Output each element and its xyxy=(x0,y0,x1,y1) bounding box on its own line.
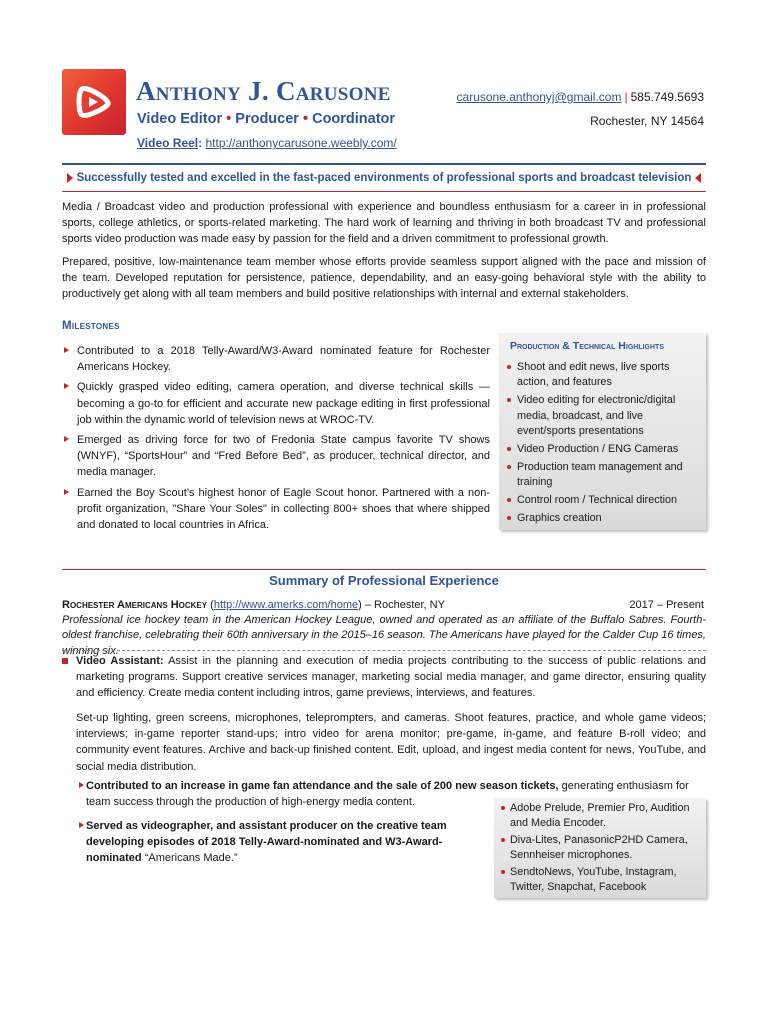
company-link[interactable]: http://www.amerks.com/home xyxy=(213,599,359,611)
summary-paragraph-1: Media / Broadcast video and production professional with experience and boundless enthusiasm for a career in in professional sports, college athletics, or sports-related marketing. The hard work of learning and thriving in both broadcast TV and professional sports video production was made easy by passion for the field and a driven commitment to professional growth. xyxy=(62,201,706,246)
list-item: Video editing for electronic/digital media, broadcast, and live event/sports presentations xyxy=(507,393,699,439)
list-item: Video Production / ENG Cameras xyxy=(507,442,699,457)
candidate-name: Anthony J. Carusone xyxy=(136,76,391,106)
tools-list xyxy=(501,801,701,897)
list-item: Emerged as driving force for two of Fredonia State campus favorite TV shows (WNYF), “SportsHour” and “Fred Before Bed”, as producer, technical director, and media manager. xyxy=(62,432,490,481)
arrow-bullet-icon xyxy=(64,383,69,389)
tools-box xyxy=(494,798,706,898)
video-reel-label: Video Reel xyxy=(137,136,199,150)
contact-info xyxy=(457,89,704,105)
play-logo-icon xyxy=(62,69,126,135)
role-1: Video Editor xyxy=(137,111,223,127)
highlights-box xyxy=(499,333,706,530)
dot-bullet-icon xyxy=(507,365,511,369)
square-bullet-icon xyxy=(62,658,68,664)
video-reel: Video Reel: http://anthonycarusone.weebly.com/ xyxy=(137,136,397,150)
experience-heading: Summary of Professional Experience xyxy=(269,573,499,588)
company-location: Rochester, NY xyxy=(374,599,445,611)
tagline xyxy=(62,171,706,186)
achievement-2: Served as videographer, and assistant producer on the creative team developing episodes of 2018 Telly-Award-nominated and W3-Award-nominated “Americans Made.” xyxy=(76,818,456,867)
experience-divider xyxy=(62,569,706,570)
role-2: Producer xyxy=(235,111,299,127)
list-item: Diva-Lites, PanasonicP2HD Camera, Sennheiser microphones. xyxy=(501,833,701,863)
highlights-heading: Production & Technical Highlights xyxy=(510,340,664,352)
arrow-bullet-icon xyxy=(79,782,84,788)
dot-bullet-icon xyxy=(501,838,505,842)
dot-bullet-icon xyxy=(507,465,511,469)
arrow-bullet-icon xyxy=(64,436,69,442)
list-item: Production team management and training xyxy=(507,460,699,491)
arrow-bullet-icon xyxy=(79,822,84,828)
email-link[interactable]: carusone.anthonyj@gmail.com xyxy=(456,90,622,104)
dot-bullet-icon xyxy=(507,398,511,402)
company-name: Rochester Americans Hockey xyxy=(62,599,208,611)
arrow-bullet-icon xyxy=(64,347,69,353)
employer-line: Rochester Americans Hockey (http://www.amerks.com/home) – Rochester, NY xyxy=(62,599,445,611)
tagline-divider xyxy=(62,191,706,192)
list-item: Earned the Boy Scout’s highest honor of Eagle Scout honor. Partnered with a non-profit organization, "Share Your Soles" in collecting 800+ shoes that where shipped and donated to local countries in Africa. xyxy=(62,485,490,534)
list-item: SendtoNews, YouTube, Instagram, Twitter, Snapchat, Facebook xyxy=(501,865,701,895)
achievement-1: Contributed to an increase in game fan attendance and the sale of 200 new season tickets, generating enthusiasm for team success through the production of high-energy media content. xyxy=(76,778,706,810)
bullet-dot: • xyxy=(226,111,236,127)
list-item: Graphics creation xyxy=(507,511,699,526)
role-summary xyxy=(62,653,706,702)
list-item: Adobe Prelude, Premier Pro, Audition and Media Encoder. xyxy=(501,801,701,831)
location: Rochester, NY 14564 xyxy=(590,114,704,128)
role-titles xyxy=(137,110,395,128)
highlights-list xyxy=(507,360,699,529)
role-title: Video Assistant: xyxy=(76,655,164,667)
dashed-divider xyxy=(62,650,706,651)
list-item: Contributed to a 2018 Telly-Award/W3-Award nominated feature for Rochester Americans Hockey. xyxy=(62,343,490,375)
dot-bullet-icon xyxy=(507,498,511,502)
tagline-text: Successfully tested and excelled in the fast-paced environments of professional sports and broadcast television xyxy=(76,172,692,184)
left-triangle-icon xyxy=(695,173,701,183)
dot-bullet-icon xyxy=(501,870,505,874)
list-item: Control room / Technical direction xyxy=(507,493,699,508)
role-text: Assist in the planning and execution of media projects contributing to the success of public relations and marketing programs. Support creative services manager, marketing social media manager, and game director, ensuring quality and efficiency. Create media content including intros, game previews, interviews, and features. xyxy=(76,655,706,700)
arrow-bullet-icon xyxy=(64,489,69,495)
dot-bullet-icon xyxy=(507,447,511,451)
role-duties: Set-up lighting, green screens, microphones, teleprompters, and cameras. Shoot features, practice, and whole game videos; interviews; in-game reporter stand-ups; intro video for arena monitor; pre-game, in-game, and feature B-roll video; and community event features. Archive and back-up finished content. Edit, upload, and ingest media content for news, YouTube, and social media distribution. xyxy=(76,712,706,773)
milestones-heading: Milestones xyxy=(62,320,120,332)
list-item: Shoot and edit news, live sports action, and features xyxy=(507,360,699,391)
right-triangle-icon xyxy=(67,173,73,183)
video-reel-link[interactable]: http://anthonycarusone.weebly.com/ xyxy=(205,136,397,150)
milestones-list xyxy=(62,343,490,537)
dot-bullet-icon xyxy=(507,516,511,520)
dot-bullet-icon xyxy=(501,806,505,810)
separator: | xyxy=(624,90,628,104)
company-description: Professional ice hockey team in the American Hockey League, owned and operated as an affiliate of the Buffalo Sabres. Fourth-oldest franchise, celebrating their 60th anniversary in the 2015–16 season. The Americans have played for the Calder Cup 16 times, winning six. xyxy=(62,614,706,657)
employment-dates: 2017 – Present xyxy=(629,599,704,611)
summary-paragraph-2: Prepared, positive, low-maintenance team member whose efforts provide seamless support aligned with the pace and mission of the team. Developed reputation for persistence, patience, dependability, and an easy-going behavioral style with the ability to productively get along with all team members and build positive relationships with internal and external stakeholders. xyxy=(62,256,706,301)
list-item: Quickly grasped video editing, camera operation, and diverse technical skills — becoming a go-to for efficient and accurate new package editing in first professional job within the dynamic world of television news at WROC-TV. xyxy=(62,379,490,428)
role-3: Coordinator xyxy=(312,111,396,127)
bullet-dot: • xyxy=(302,111,313,127)
header-divider xyxy=(62,163,706,165)
phone-number: 585.749.5693 xyxy=(630,90,704,104)
